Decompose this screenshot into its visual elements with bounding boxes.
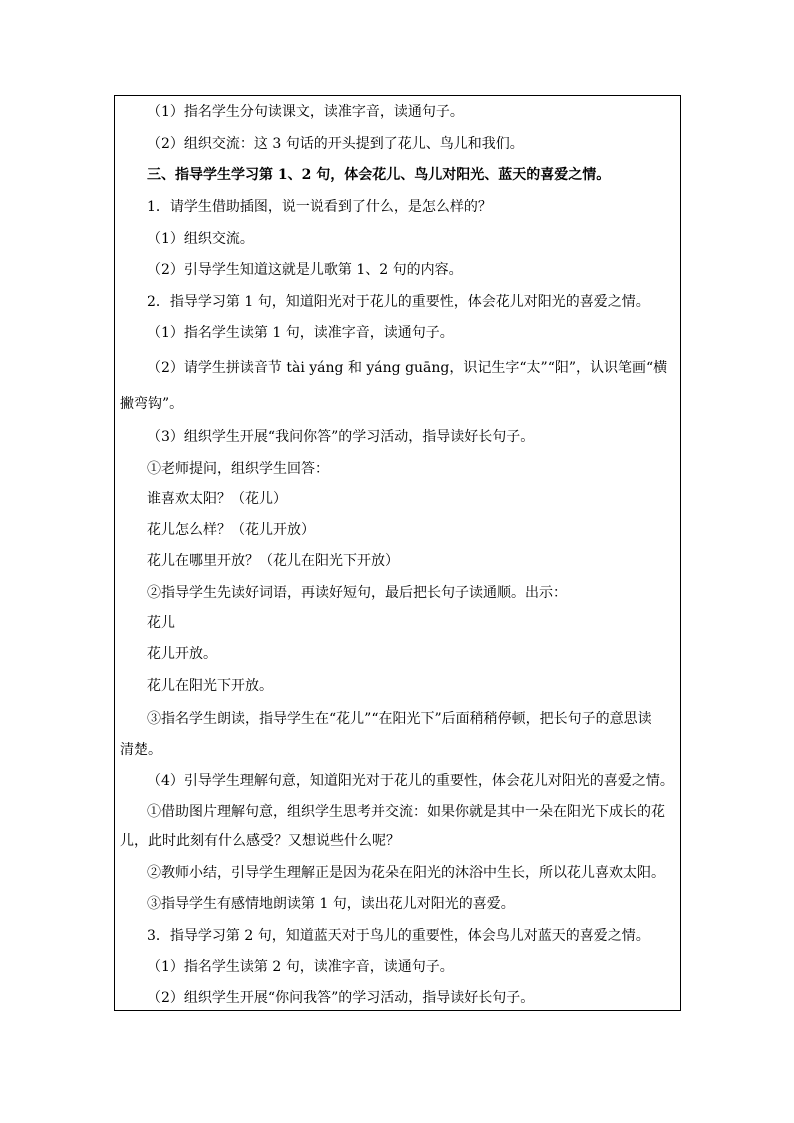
text-line: （1）指名学生读第 2 句，读准字音，读通句子。 (147, 959, 454, 975)
text-line: ③指名学生朗读，指导学生在“花儿”“在阳光下”后面稍稍停顿，把长句子的意思读 (147, 711, 652, 727)
text-line: 花儿在阳光下开放。 (147, 678, 273, 694)
text-line: （1）指名学生读第 1 句，读准字音，读通句子。 (147, 325, 454, 341)
text-line: ①老师提问，组织学生回答： (147, 461, 329, 477)
text-line: 花儿 (147, 615, 175, 631)
text-line: 花儿怎么样？（花儿开放） (147, 522, 315, 538)
text-line: （2）引导学生知道这就是儿歌第 1、2 句的内容。 (147, 262, 463, 278)
text-line: 儿，此时此刻有什么感受？又想说些什么呢？ (120, 833, 400, 849)
section-heading: 三、指导学生学习第 1、2 句，体会花儿、鸟儿对阳光、蓝天的喜爱之情。 (147, 167, 611, 183)
text-line: ③指导学生有感情地朗读第 1 句，读出花儿对阳光的喜爱。 (147, 896, 515, 912)
text-line: 3．指导学习第 2 句，知道蓝天对于鸟儿的重要性，体会鸟儿对蓝天的喜爱之情。 (147, 928, 650, 944)
text-line: （4）引导学生理解句意，知道阳光对于花儿的重要性，体会花儿对阳光的喜爱之情。 (147, 773, 674, 789)
text-line: ②指导学生先读好词语，再读好短句，最后把长句子读通顺。出示： (147, 585, 567, 601)
text-line: （1）组织交流。 (147, 231, 254, 247)
text-line: （3）组织学生开展“我问你答”的学习活动，指导读好长句子。 (147, 429, 535, 445)
text-line: 花儿开放。 (147, 646, 217, 662)
text-line: ②教师小结，引导学生理解正是因为花朵在阳光的沐浴中生长，所以花儿喜欢太阳。 (147, 865, 665, 881)
text-line: 2．指导学习第 1 句，知道阳光对于花儿的重要性，体会花儿对阳光的喜爱之情。 (147, 294, 650, 310)
text-line: （2）组织交流：这 3 句话的开头提到了花儿、鸟儿和我们。 (147, 136, 524, 152)
text-line: 清楚。 (120, 742, 162, 758)
text-line: 谁喜欢太阳？（花儿） (147, 491, 287, 507)
text-line: 花儿在哪里开放？（花儿在阳光下开放） (147, 553, 399, 569)
text-line: （1）指名学生分句读课文，读准字音，读通句子。 (147, 104, 464, 120)
text-line: （2）请学生拼读音节 tài yáng 和 yáng guāng，识记生字“太”“阳”，认识笔画“横 (147, 360, 668, 376)
text-line: 撇弯钩”。 (120, 396, 184, 412)
text-line: ①借助图片理解句意，组织学生思考并交流：如果你就是其中一朵在阳光下成长的花 (147, 804, 665, 820)
text-line: 1．请学生借助插图，说一说看到了什么，是怎么样的？ (147, 199, 492, 215)
text-line: （2）组织学生开展“你问我答”的学习活动，指导读好长句子。 (147, 990, 535, 1006)
